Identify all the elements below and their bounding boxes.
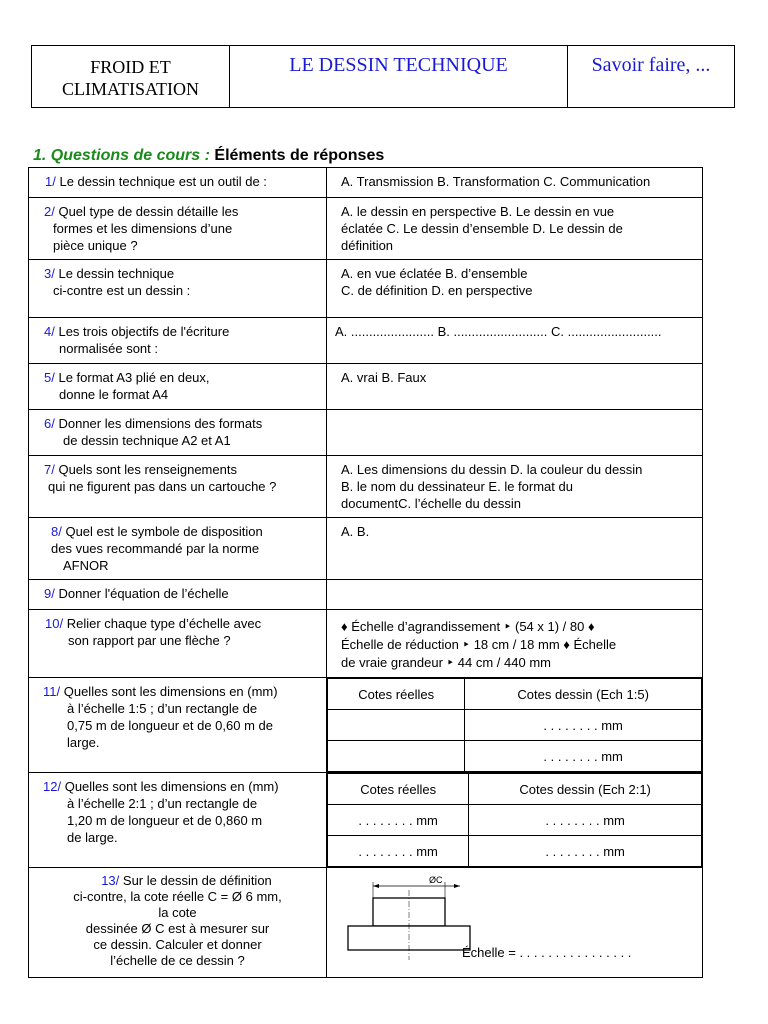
question-text: donne le format A4 (59, 387, 169, 402)
table-row (328, 805, 702, 836)
column-header: Cotes dessin (Ech 2:1) (469, 774, 702, 805)
answer-text: A. le dessin en perspective B. Le dessin en vue (341, 204, 615, 219)
table-row (29, 580, 703, 610)
question-cell (29, 318, 327, 364)
question-number: 6/ (44, 416, 55, 431)
question-cell (29, 364, 327, 410)
header-subject (32, 46, 230, 107)
drawing-dimension-field[interactable]: . . . . . . . . mm (465, 710, 702, 741)
question-text: Quelles sont les dimensions en (mm) (64, 779, 279, 794)
question-text: Relier chaque type d’échelle avec (66, 616, 262, 631)
question-text: Sur le dessin de définition (122, 873, 272, 888)
question-text: qui ne figurent pas dans un cartouche ? (48, 479, 277, 494)
drawing-dimension-field[interactable]: . . . . . . . . mm (469, 805, 702, 836)
scale-table (327, 678, 702, 772)
answer-cell (327, 678, 703, 773)
question-number: 3/ (44, 266, 55, 281)
question-text: Donner les dimensions des formats (58, 416, 263, 431)
real-dimension-field[interactable]: . . . . . . . . mm (328, 836, 469, 867)
answer-cell (327, 518, 703, 580)
table-row (29, 260, 703, 318)
question-text: formes et les dimensions d’une (53, 221, 233, 236)
column-header: Cotes réelles (328, 774, 469, 805)
answer-text: A. Les dimensions du dessin D. la couleur du dessin (341, 462, 643, 477)
question-cell (29, 198, 327, 260)
question-text: Quel est le symbole de disposition (65, 524, 263, 539)
header-subject-line2: CLIMATISATION (62, 79, 199, 99)
answer-text: A. en vue éclatée B. d’ensemble (341, 266, 528, 281)
answer-cell (327, 198, 703, 260)
question-text: Quel type de dessin détaille les (58, 204, 239, 219)
question-cell (29, 518, 327, 580)
question-number: 12/ (43, 779, 62, 794)
question-text: normalisée sont : (59, 341, 158, 356)
question-number: 2/ (44, 204, 55, 219)
arrow-right (454, 884, 460, 888)
answer-text: de vraie grandeur ‣ 44 cm / 440 mm (341, 655, 551, 670)
question-cell (29, 773, 327, 868)
question-text: ce dessin. Calculer et donner (93, 937, 262, 952)
real-dimension-field[interactable]: . . . . . . . . mm (328, 805, 469, 836)
drawing-dimension-field[interactable]: . . . . . . . . mm (465, 741, 702, 772)
scale-table (327, 773, 702, 867)
answer-text: A. B. (341, 524, 370, 539)
question-cell (29, 410, 327, 456)
answer-text: A. ....................... B. .......................... C. .......................... (335, 324, 662, 339)
dimension-symbol: ØC (429, 875, 443, 885)
question-text: ci-contre, la cote réelle C = Ø 6 mm, (73, 889, 282, 904)
question-cell (29, 168, 327, 198)
table-row (328, 741, 702, 772)
table-row (29, 198, 703, 260)
column-header: Cotes réelles (328, 679, 465, 710)
answer-text: Échelle de réduction ‣ 18 cm / 18 mm ♦ Échelle (341, 637, 617, 652)
question-text: 1,20 m de longueur et de 0,860 m (67, 813, 263, 828)
arrow-left (373, 884, 379, 888)
answer-text: C. de définition D. en perspective (341, 283, 533, 298)
question-text: la cote (158, 905, 197, 920)
table-row (29, 678, 703, 773)
questions-table (28, 167, 703, 978)
answer-text: éclatée C. Le dessin d’ensemble D. Le dessin de (341, 221, 623, 236)
question-cell (29, 456, 327, 518)
table-row (29, 518, 703, 580)
question-text: pièce unique ? (53, 238, 138, 253)
question-text: à l’échelle 2:1 ; d’un rectangle de (67, 796, 258, 811)
question-number: 10/ (45, 616, 64, 631)
question-number: 9/ (44, 586, 55, 601)
question-text: Les trois objectifs de l'écriture (58, 324, 230, 339)
table-row (29, 168, 703, 198)
question-text: Le dessin technique est un outil de : (59, 174, 267, 189)
section-subtitle: Éléments de réponses (214, 147, 385, 164)
definition-drawing (327, 868, 702, 968)
header-category: Savoir faire, ... (591, 54, 711, 76)
question-cell (29, 260, 327, 318)
answer-cell (327, 168, 703, 198)
section-title (33, 147, 384, 165)
question-text: de dessin technique A2 et A1 (63, 433, 231, 448)
drawing-dimension-field[interactable]: . . . . . . . . mm (469, 836, 702, 867)
table-row (328, 836, 702, 867)
table-row (29, 318, 703, 364)
table-row (29, 773, 703, 868)
real-dimension-field[interactable] (328, 741, 465, 772)
answer-cell (327, 410, 703, 456)
table-row (29, 610, 703, 678)
header-box (31, 45, 735, 108)
part-drawing-svg (345, 874, 475, 969)
table-row (328, 710, 702, 741)
question-text: Quels sont les renseignements (58, 462, 237, 477)
question-text: dessinée Ø C est à mesurer sur (85, 921, 270, 936)
answer-text: définition (341, 238, 394, 253)
question-text: des vues recommandé par la norme (51, 541, 260, 556)
question-text: ci-contre est un dessin : (53, 283, 191, 298)
answer-cell (327, 868, 703, 978)
question-text: Le dessin technique (58, 266, 175, 281)
question-cell (29, 580, 327, 610)
answer-text: ♦ Échelle d’agrandissement ‣ (54 x 1) / 80 ♦ (341, 619, 595, 634)
table-row (29, 364, 703, 410)
answer-cell (327, 610, 703, 678)
scale-answer-field[interactable]: Échelle = . . . . . . . . . . . . . . . . (462, 945, 632, 960)
question-cell (29, 868, 327, 978)
question-text: à l’échelle 1:5 ; d’un rectangle de (67, 701, 258, 716)
question-number: 7/ (44, 462, 55, 477)
question-number: 11/ (43, 684, 61, 699)
question-number: 4/ (44, 324, 55, 339)
answer-cell (327, 456, 703, 518)
question-number: 8/ (51, 524, 62, 539)
question-text: Donner l'équation de l’échelle (58, 586, 229, 601)
answer-cell (327, 773, 703, 868)
question-text: son rapport par une flèche ? (68, 633, 231, 648)
question-text: AFNOR (63, 558, 109, 573)
question-text: de large. (67, 830, 118, 845)
table-row (328, 774, 702, 805)
answer-cell (327, 260, 703, 318)
question-cell (29, 610, 327, 678)
real-dimension-field[interactable] (328, 710, 465, 741)
question-text: Le format A3 plié en deux, (58, 370, 210, 385)
table-row (29, 456, 703, 518)
question-text: 0,75 m de longueur et de 0,60 m de (67, 718, 273, 733)
answer-text: A. vrai B. Faux (341, 370, 427, 385)
table-row (29, 868, 703, 978)
question-text: large. (67, 735, 100, 750)
answer-cell (327, 580, 703, 610)
question-cell (29, 678, 327, 773)
answer-text: documentC. l’échelle du dessin (341, 496, 521, 511)
question-text: l’échelle de ce dessin ? (110, 953, 245, 968)
answer-cell (327, 318, 703, 364)
question-number: 1/ (45, 174, 56, 189)
table-row (29, 410, 703, 456)
table-row (328, 679, 702, 710)
answer-cell (327, 364, 703, 410)
answer-text: B. le nom du dessinateur E. le format du (341, 479, 573, 494)
section-number: 1. Questions de cours : (33, 147, 210, 164)
question-number: 5/ (44, 370, 55, 385)
question-text: Quelles sont les dimensions en (mm) (63, 684, 278, 699)
header-title: LE DESSIN TECHNIQUE (230, 46, 568, 107)
answer-text: A. Transmission B. Transformation C. Communication (341, 174, 651, 189)
question-number: 13/ (101, 873, 120, 888)
header-subject-line1: FROID ET (90, 57, 171, 77)
column-header: Cotes dessin (Ech 1:5) (465, 679, 702, 710)
